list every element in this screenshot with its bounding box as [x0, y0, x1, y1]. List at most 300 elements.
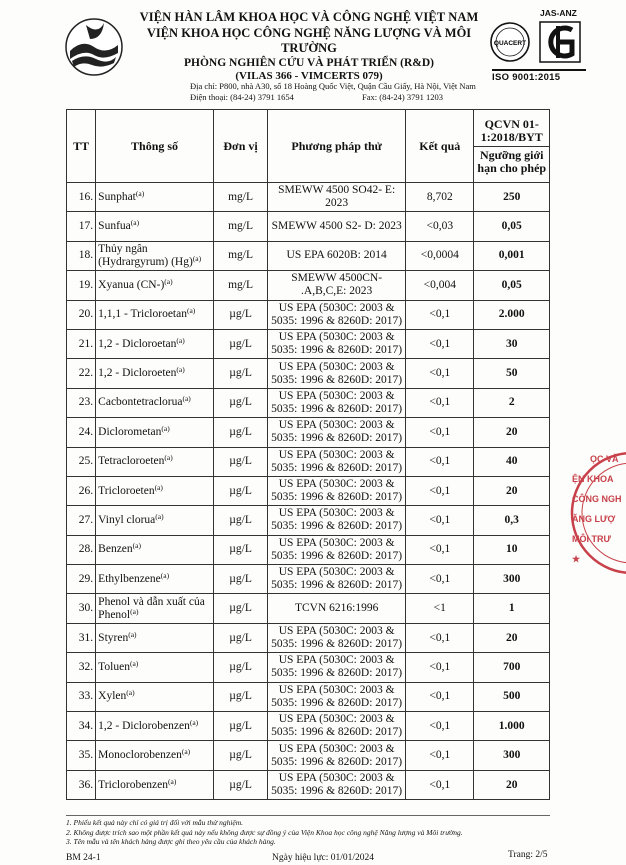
limit-caption: Ngưỡng giới hạn cho phép: [477, 147, 547, 175]
cell-param-text: Tricloroeten: [98, 484, 155, 497]
accreditation-mark: (a): [168, 776, 177, 786]
stamp-text-line: CÔNG NGH: [572, 494, 622, 504]
cell-tt-text: 20.: [78, 308, 94, 321]
cell-method-text: SMEWW 4500 S2- D: 2023: [271, 220, 402, 233]
accreditation-mark: (a): [154, 482, 163, 492]
cell-limit: [474, 300, 550, 329]
cell-param: [96, 329, 214, 358]
cell-limit-text: 10: [505, 543, 518, 556]
cell-limit: [474, 535, 550, 564]
cell-method-text: US EPA (5030C: 2003 & 5035: 1996 & 8260D: 2017): [271, 507, 403, 533]
footnotes: [66, 818, 463, 847]
letterhead: [0, 0, 607, 104]
cell-limit-text: 500: [503, 690, 521, 703]
cell-tt: [67, 594, 96, 623]
accreditation-mark: (a): [155, 511, 164, 521]
cell-limit: [474, 565, 550, 594]
cell-limit: [474, 682, 550, 711]
cell-limit-text: 1: [508, 602, 515, 615]
cell-limit: [474, 712, 550, 741]
cell-tt-text: 16.: [78, 190, 94, 203]
cell-param-text: Diclorometan: [98, 425, 162, 438]
cell-tt-text: 36.: [78, 778, 94, 791]
table-row: [67, 388, 550, 417]
cell-method-text: US EPA (5030C: 2003 & 5035: 1996 & 8260D: 2017): [271, 625, 403, 651]
cell-result: [406, 388, 474, 417]
accreditation-mark: (a): [176, 365, 185, 375]
cell-limit-text: 300: [503, 749, 521, 762]
cell-unit-text: µg/L: [229, 572, 252, 585]
accreditation-mark: (a): [126, 688, 135, 698]
department-name: PHÒNG NGHIÊN CỨU VÀ PHÁT TRIỂN (R&D): [183, 57, 435, 69]
table-row: [67, 623, 550, 652]
accreditation-mark: (a): [182, 394, 191, 404]
cell-tt: [67, 418, 96, 447]
cell-unit: [213, 418, 267, 447]
cell-result: [406, 300, 474, 329]
cell-limit-text: 30: [505, 337, 518, 350]
cell-result: [406, 682, 474, 711]
cell-limit: [474, 506, 550, 535]
cell-method-text: US EPA (5030C: 2003 & 5035: 1996 & 8260D: 2017): [271, 360, 403, 386]
cell-method-text: US EPA (5030C: 2003 & 5035: 1996 & 8260D: 2017): [271, 772, 403, 797]
cell-result-text: <0,1: [429, 543, 451, 556]
table-row: [67, 565, 550, 594]
cell-result-text: <0,1: [429, 367, 451, 380]
stamp-text-line: ĂNG LƯỢ: [572, 514, 616, 524]
cell-param-text: Styren: [98, 631, 129, 644]
cell-method-text: US EPA (5030C: 2003 & 5035: 1996 & 8260D: 2017): [271, 713, 403, 739]
cell-unit-text: µg/L: [229, 396, 252, 409]
cell-limit-text: 2: [508, 396, 515, 409]
table-row: [67, 770, 550, 799]
cell-result: [406, 329, 474, 358]
cell-unit: [213, 623, 267, 652]
accreditation-mark: (a): [135, 188, 145, 198]
cell-tt: [67, 535, 96, 564]
cell-unit-text: µg/L: [229, 602, 252, 615]
cell-unit-text: µg/L: [229, 337, 252, 350]
cell-tt: [67, 271, 96, 300]
stamp-text-line: ỆN KHOA: [572, 474, 614, 484]
cell-result: [406, 712, 474, 741]
table-row: [67, 447, 550, 476]
cell-method: [268, 476, 406, 505]
cell-tt: [67, 565, 96, 594]
cell-method: [268, 506, 406, 535]
cell-limit: [474, 241, 550, 270]
cell-tt: [67, 300, 96, 329]
cell-param: [96, 535, 214, 564]
cell-param: [96, 741, 214, 770]
cell-tt: [67, 506, 96, 535]
cell-limit-text: 250: [503, 190, 521, 203]
cell-tt-text: 17.: [78, 220, 94, 233]
cell-method-text: SMEWW 4500 SO42- E: 2023: [278, 184, 396, 210]
cell-result-text: <0,1: [429, 513, 451, 526]
cell-tt-text: 25.: [78, 455, 94, 468]
cell-tt: [67, 241, 96, 270]
cell-param: [96, 212, 214, 241]
cell-unit: [213, 535, 267, 564]
table-row: [67, 594, 550, 623]
cell-method: [268, 388, 406, 417]
iso-label: ISO 9001:2015: [492, 72, 561, 83]
cell-method: [268, 741, 406, 770]
cell-result-text: <0,1: [429, 690, 451, 703]
cell-method-text: US EPA (5030C: 2003 & 5035: 1996 & 8260D: 2017): [271, 654, 403, 680]
cell-limit: [474, 770, 550, 799]
footnote-2: 2. Không được trích sao một phần kết quả này nếu không được sự đồng ý của Viện Khoa học công nghệ Năng lượng và Môi trường.: [66, 827, 463, 837]
cell-method-text: TCVN 6216:1996: [294, 602, 379, 615]
limit-standard: QCVN 01-1:2018/BYT: [474, 118, 549, 147]
cell-result: [406, 359, 474, 388]
cell-param: [96, 594, 214, 623]
address-line: Địa chỉ: P800, nhà A30, số 18 Hoàng Quốc Việt, Quận Cầu Giấy, Hà Nội, Việt Nam: [190, 81, 476, 91]
cell-tt: [67, 329, 96, 358]
table-row: [67, 506, 550, 535]
cell-method: [268, 300, 406, 329]
cell-method-text: US EPA (5030C: 2003 & 5035: 1996 & 8260D: 2017): [271, 448, 403, 474]
footnote-divider: [66, 815, 550, 816]
cell-result-text: <0,1: [429, 719, 451, 732]
cell-limit-text: 0,3: [504, 513, 519, 526]
cell-result-text: <0,1: [429, 308, 451, 321]
cell-result: [406, 770, 474, 799]
cell-param: [96, 476, 214, 505]
page-number: Trang: 2/5: [508, 850, 548, 860]
academy-name: VIỆN HÀN LÂM KHOA HỌC VÀ CÔNG NGHỆ VIỆT NAM: [139, 10, 479, 24]
cell-unit-text: µg/L: [229, 308, 252, 321]
cell-tt: [67, 476, 96, 505]
cell-tt-text: 18.: [78, 249, 94, 262]
cell-method-text: US EPA (5030C: 2003 & 5035: 1996 & 8260D: 2017): [271, 566, 403, 592]
cell-limit-text: 1.000: [498, 719, 525, 732]
cell-method: [268, 565, 406, 594]
table-row: [67, 653, 550, 682]
cell-limit-text: 0,001: [498, 249, 525, 262]
jas-anz-label: JAS-ANZ: [540, 8, 577, 18]
cell-tt: [67, 623, 96, 652]
accreditation-mark: (a): [192, 253, 202, 263]
accreditation-mark: (a): [130, 606, 139, 616]
cell-unit-text: µg/L: [229, 660, 252, 673]
stamp-text-line: ★: [572, 554, 581, 564]
table-row: [67, 359, 550, 388]
cell-param-text: Thủy ngân (Hydrargyrum) (Hg): [98, 242, 193, 268]
cell-tt-text: 21.: [78, 337, 94, 350]
cell-tt-text: 29.: [78, 572, 94, 585]
cell-unit-text: mg/L: [228, 190, 254, 203]
table-row: [67, 300, 550, 329]
cell-unit: [213, 741, 267, 770]
cell-method-text: US EPA (5030C: 2003 & 5035: 1996 & 8260D: 2017): [271, 301, 403, 327]
cell-param-text: Triclorobenzen: [98, 778, 169, 791]
cell-unit-text: µg/L: [229, 425, 252, 438]
cell-method: [268, 183, 406, 212]
table-row: [67, 535, 550, 564]
cell-result: [406, 741, 474, 770]
cell-param: [96, 447, 214, 476]
table-row: [67, 682, 550, 711]
cell-unit: [213, 712, 267, 741]
iso-rule: [492, 69, 586, 71]
cell-unit: [213, 506, 267, 535]
cell-method: [268, 271, 406, 300]
cell-result-text: <0,1: [429, 778, 451, 791]
cell-unit: [213, 594, 267, 623]
cell-method-text: US EPA (5030C: 2003 & 5035: 1996 & 8260D: 2017): [271, 389, 403, 415]
cell-param-text: Tetracloroeten: [98, 455, 165, 468]
accreditation-mark: (a): [186, 306, 196, 316]
cell-unit: [213, 682, 267, 711]
cell-method: [268, 418, 406, 447]
cell-unit: [213, 359, 267, 388]
cell-limit: [474, 329, 550, 358]
table-row: [67, 183, 550, 212]
institute-name: VIỆN KHOA HỌC CÔNG NGHỆ NĂNG LƯỢNG VÀ MÔI TRƯỜNG: [146, 26, 472, 55]
accreditation-mark: (a): [181, 747, 191, 757]
cell-unit: [213, 300, 267, 329]
cell-unit: [213, 183, 267, 212]
cell-tt-text: 31.: [78, 631, 94, 644]
results-table: [66, 109, 550, 800]
cell-tt-text: 32.: [78, 660, 94, 673]
col-header-param: Thông số: [96, 110, 214, 183]
cell-tt-text: 34.: [78, 719, 94, 732]
cell-param: [96, 712, 214, 741]
cell-param: [96, 300, 214, 329]
cell-limit: [474, 183, 550, 212]
accreditation-mark: (a): [189, 717, 199, 727]
effective-date: Ngày hiệu lực: 01/01/2024: [272, 853, 374, 863]
cell-limit: [474, 594, 550, 623]
cell-result-text: <0,03: [426, 220, 454, 233]
cell-unit: [213, 329, 267, 358]
cell-param-text: Xyanua (CN-): [98, 278, 165, 291]
cell-limit: [474, 388, 550, 417]
cell-limit-text: 2.000: [498, 308, 525, 321]
cell-result: [406, 623, 474, 652]
cell-result: [406, 183, 474, 212]
cell-limit-text: 0,05: [501, 220, 522, 233]
cell-method-text: US EPA (5030C: 2003 & 5035: 1996 & 8260D: 2017): [271, 478, 403, 504]
cell-limit-text: 20: [505, 631, 518, 644]
cell-result-text: <0,1: [429, 396, 451, 409]
cell-result: [406, 447, 474, 476]
cell-method-text: US EPA (5030C: 2003 & 5035: 1996 & 8260D: 2017): [271, 683, 403, 709]
cell-param: [96, 682, 214, 711]
phone-line: Điện thoại: (84-24) 3791 1654: [190, 92, 294, 102]
cell-result-text: 8,702: [426, 190, 453, 203]
cell-unit-text: mg/L: [228, 249, 254, 262]
cell-param: [96, 770, 214, 799]
cell-limit-text: 20: [505, 484, 518, 497]
table-row: [67, 418, 550, 447]
cell-limit-text: 40: [505, 455, 518, 468]
cell-limit: [474, 271, 550, 300]
cell-limit: [474, 359, 550, 388]
cell-result: [406, 241, 474, 270]
cell-unit-text: µg/L: [229, 749, 252, 762]
cell-tt: [67, 770, 96, 799]
cell-param-text: 1,2 - Dicloroetan: [98, 337, 177, 350]
cell-result: [406, 271, 474, 300]
cell-unit-text: µg/L: [229, 631, 252, 644]
cell-limit-text: 700: [503, 660, 521, 673]
cell-result: [406, 565, 474, 594]
cell-tt: [67, 359, 96, 388]
accreditation-mark: (a): [132, 541, 141, 551]
cell-unit: [213, 271, 267, 300]
cell-method: [268, 447, 406, 476]
cell-result: [406, 594, 474, 623]
cell-method: [268, 359, 406, 388]
stamp-text-line: MÔI TRƯ: [572, 534, 611, 544]
cell-result-text: <0,1: [429, 337, 451, 350]
cell-param: [96, 183, 214, 212]
cell-result-text: <0,0004: [420, 249, 459, 262]
cell-limit-text: 20: [505, 778, 518, 791]
table-header-row: [67, 110, 550, 183]
cell-result: [406, 418, 474, 447]
cell-tt: [67, 682, 96, 711]
cell-unit: [213, 653, 267, 682]
accreditation-mark: (a): [161, 423, 170, 433]
cell-result-text: <0,004: [423, 278, 456, 291]
cell-tt-text: 28.: [78, 543, 94, 556]
cell-method: [268, 594, 406, 623]
cell-limit-text: 50: [505, 367, 518, 380]
cell-unit-text: µg/L: [229, 513, 252, 526]
col-header-tt: TT: [67, 110, 96, 183]
cell-method: [268, 623, 406, 652]
cell-unit: [213, 565, 267, 594]
cell-param: [96, 241, 214, 270]
col-header-result: Kết quả: [406, 110, 474, 183]
cell-tt-text: 33.: [78, 690, 94, 703]
cell-tt-text: 30.: [78, 602, 94, 615]
cell-unit: [213, 241, 267, 270]
col-header-unit: Đơn vị: [213, 110, 267, 183]
cell-result-text: <0,1: [429, 631, 451, 644]
table-row: [67, 271, 550, 300]
cell-unit: [213, 447, 267, 476]
cell-method-text: US EPA (5030C: 2003 & 5035: 1996 & 8260D: 2017): [271, 742, 403, 768]
cell-result-text: <0,1: [429, 484, 451, 497]
letterhead-text: [128, 10, 490, 82]
quacert-logo-icon: [490, 18, 586, 68]
table-row: [67, 241, 550, 270]
cell-result: [406, 653, 474, 682]
col-header-limit: [474, 110, 550, 183]
cell-method: [268, 653, 406, 682]
cell-param: [96, 506, 214, 535]
cell-method-text: SMEWW 4500CN- .A,B,C,E: 2023: [291, 272, 383, 298]
cell-param-text: Toluen: [98, 660, 130, 673]
cell-unit-text: µg/L: [229, 484, 252, 497]
table-row: [67, 712, 550, 741]
cell-unit: [213, 388, 267, 417]
cell-param-text: 1,1,1 - Tricloroetan: [98, 308, 187, 321]
col-header-method: Phương pháp thử: [268, 110, 406, 183]
cell-tt-text: 26.: [78, 484, 94, 497]
cell-unit-text: µg/L: [229, 719, 252, 732]
cell-tt: [67, 388, 96, 417]
cell-result-text: <0,1: [429, 455, 451, 468]
cell-param-text: Phenol và dẫn xuất của Phenol: [98, 595, 205, 621]
fax-line: Fax: (84-24) 3791 1203: [362, 92, 443, 102]
cell-unit-text: µg/L: [229, 690, 252, 703]
accreditation-mark: (a): [160, 570, 170, 580]
cell-method: [268, 241, 406, 270]
cell-param-text: Benzen: [98, 543, 133, 556]
cell-result-text: <0,1: [429, 425, 451, 438]
cell-method: [268, 682, 406, 711]
cell-method-text: US EPA (5030C: 2003 & 5035: 1996 & 8260D: 2017): [271, 536, 403, 562]
cell-limit: [474, 418, 550, 447]
cell-limit: [474, 447, 550, 476]
red-seal-stamp-icon: [566, 438, 626, 588]
accreditation-codes: (VILAS 366 - VIMCERTS 079): [235, 70, 383, 82]
stamp-text-line: ỌC VÀ: [590, 454, 619, 464]
cell-tt: [67, 212, 96, 241]
cell-param-text: Cacbontetraclorua: [98, 396, 183, 409]
accreditation-mark: (a): [128, 629, 137, 639]
cell-unit-text: mg/L: [228, 220, 254, 233]
form-code: BM 24-1: [66, 853, 101, 863]
table-row: [67, 476, 550, 505]
cell-result: [406, 212, 474, 241]
footnote-3: 3. Tên mẫu và tên khách hàng được ghi theo yêu cầu của khách hàng.: [66, 837, 276, 846]
table-row: [67, 329, 550, 358]
institute-logo-icon: [64, 17, 124, 77]
cell-param: [96, 359, 214, 388]
cell-param: [96, 653, 214, 682]
cell-param: [96, 388, 214, 417]
cell-param-text: Sunphat: [98, 190, 136, 203]
cell-method: [268, 712, 406, 741]
cell-unit: [213, 212, 267, 241]
cell-tt-text: 27.: [78, 513, 94, 526]
accreditation-mark: (a): [129, 658, 139, 668]
accreditation-mark: (a): [176, 335, 185, 345]
table-row: [67, 212, 550, 241]
cell-limit: [474, 623, 550, 652]
cell-result: [406, 506, 474, 535]
cell-param: [96, 623, 214, 652]
cell-limit-text: 0,05: [501, 278, 522, 291]
cell-tt: [67, 447, 96, 476]
accreditation-mark: (a): [164, 276, 173, 286]
cell-tt: [67, 741, 96, 770]
cell-limit-text: 20: [505, 425, 518, 438]
cell-result-text: <0,1: [429, 749, 451, 762]
cell-tt-text: 35.: [78, 749, 94, 762]
cell-param-text: 1,2 - Dicloroeten: [98, 367, 177, 380]
cell-tt-text: 22.: [78, 367, 94, 380]
cell-unit-text: µg/L: [229, 543, 252, 556]
cell-tt: [67, 712, 96, 741]
quacert-text: QUACERT: [493, 40, 527, 47]
cell-limit: [474, 476, 550, 505]
cell-param-text: Ethylbenzene: [98, 572, 161, 585]
accreditation-mark: (a): [130, 218, 140, 228]
cell-unit: [213, 476, 267, 505]
cell-tt: [67, 653, 96, 682]
cell-param-text: Xylen: [98, 690, 127, 703]
cell-unit-text: µg/L: [229, 455, 252, 468]
